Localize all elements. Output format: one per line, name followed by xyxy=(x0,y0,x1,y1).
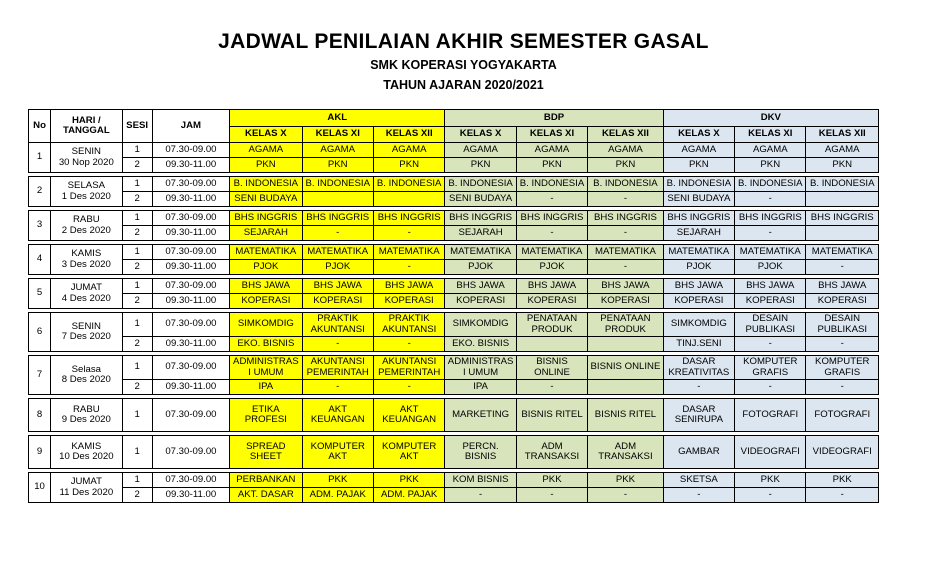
subject-cell: BHS JAWA xyxy=(735,279,806,294)
subject-cell: PKN xyxy=(373,158,444,173)
subject-cell: BHS JAWA xyxy=(373,279,444,294)
session-time: 07.30-09.00 xyxy=(152,245,229,260)
header-akl-kelas-xii: KELAS XII xyxy=(373,127,444,143)
subject-cell: ADM TRANSAKSI xyxy=(588,436,663,469)
subject-cell xyxy=(373,192,444,207)
subject-cell: BISNIS ONLINE xyxy=(516,356,587,380)
subject-cell: PKN xyxy=(230,158,302,173)
subject-cell: VIDEOGRAFI xyxy=(735,436,806,469)
subject-cell: MATEMATIKA xyxy=(373,245,444,260)
header-no: No xyxy=(29,110,51,143)
day-name: KAMIS xyxy=(71,440,102,452)
session-number: 1 xyxy=(122,211,152,226)
subject-cell: PKK xyxy=(302,473,373,488)
day-date-cell xyxy=(51,211,122,241)
subject-cell: BHS JAWA xyxy=(445,279,516,294)
subject-cell: - xyxy=(806,380,879,395)
subject-cell: SIMKOMDIG xyxy=(663,313,734,337)
day-number: 5 xyxy=(29,279,51,309)
subject-cell: PKK xyxy=(373,473,444,488)
subject-cell: MATEMATIKA xyxy=(516,245,587,260)
subject-cell: BHS INGGRIS xyxy=(516,211,587,226)
session-number: 2 xyxy=(122,226,152,241)
subject-cell: - xyxy=(663,488,734,503)
subject-cell: ADM. PAJAK xyxy=(373,488,444,503)
header-day-line1: HARI / xyxy=(71,114,101,126)
subject-cell: - xyxy=(663,380,734,395)
table-row xyxy=(29,294,879,309)
day-date-cell xyxy=(51,245,122,275)
session-time: 09.30-11.00 xyxy=(152,226,229,241)
subject-cell: - xyxy=(302,337,373,352)
subject-cell: AKT KEUANGAN xyxy=(302,399,373,432)
subject-cell: - xyxy=(373,337,444,352)
subject-cell: MATEMATIKA xyxy=(735,245,806,260)
session-time: 09.30-11.00 xyxy=(152,337,229,352)
subject-cell: - xyxy=(516,488,587,503)
day-number: 4 xyxy=(29,245,51,275)
subject-cell: - xyxy=(735,226,806,241)
subject-cell: MATEMATIKA xyxy=(230,245,302,260)
subject-cell: BHS INGGRIS xyxy=(588,211,663,226)
subject-cell: DESAIN PUBLIKASI xyxy=(735,313,806,337)
subject-cell: SENI BUDAYA xyxy=(663,192,734,207)
session-number: 1 xyxy=(122,399,152,432)
subject-cell: - xyxy=(735,380,806,395)
subject-cell: - xyxy=(806,260,879,275)
subject-cell: AKT KEUANGAN xyxy=(373,399,444,432)
subject-cell: KOPERASI xyxy=(302,294,373,309)
subject-cell: FOTOGRAFI xyxy=(806,399,879,432)
subject-cell: AGAMA xyxy=(516,143,587,158)
subject-cell: B. INDONESIA xyxy=(735,177,806,192)
day-date: 8 Des 2020 xyxy=(61,374,111,385)
day-date-cell xyxy=(51,399,122,432)
header-day-line2: TANGGAL xyxy=(62,125,110,136)
subject-cell: AGAMA xyxy=(230,143,302,158)
subject-cell: KOPERASI xyxy=(445,294,516,309)
session-number: 2 xyxy=(122,192,152,207)
subject-cell: KOMPUTER AKT xyxy=(373,436,444,469)
subject-cell: - xyxy=(445,488,516,503)
subject-cell: EKO. BISNIS xyxy=(445,337,516,352)
subject-cell: SENI BUDAYA xyxy=(230,192,302,207)
subject-cell: - xyxy=(516,226,587,241)
subject-cell: PJOK xyxy=(302,260,373,275)
subject-cell: - xyxy=(373,226,444,241)
day-date: 7 Des 2020 xyxy=(61,331,111,342)
subject-cell: - xyxy=(735,488,806,503)
day-number: 7 xyxy=(29,356,51,395)
subject-cell: MATEMATIKA xyxy=(806,245,879,260)
subject-cell xyxy=(302,192,373,207)
subject-cell: DASAR SENIRUPA xyxy=(663,399,734,432)
table-row xyxy=(29,260,879,275)
subject-cell: PJOK xyxy=(735,260,806,275)
subject-cell: - xyxy=(806,488,879,503)
subject-cell: BHS INGGRIS xyxy=(302,211,373,226)
subject-cell: B. INDONESIA xyxy=(445,177,516,192)
subject-cell: FOTOGRAFI xyxy=(735,399,806,432)
subject-cell: BISNIS ONLINE xyxy=(588,356,663,380)
subject-cell: KOPERASI xyxy=(588,294,663,309)
subject-cell: B. INDONESIA xyxy=(806,177,879,192)
subject-cell: - xyxy=(516,192,587,207)
subject-cell xyxy=(806,226,879,241)
session-time: 09.30-11.00 xyxy=(152,260,229,275)
subject-cell: - xyxy=(806,337,879,352)
table-row xyxy=(29,488,879,503)
header-group-dkv: DKV xyxy=(663,110,878,127)
subject-cell: BHS JAWA xyxy=(230,279,302,294)
subject-cell: PKN xyxy=(663,158,734,173)
subject-cell: KOPERASI xyxy=(373,294,444,309)
day-name: Selasa xyxy=(71,363,101,375)
subject-cell: B. INDONESIA xyxy=(230,177,302,192)
session-number: 2 xyxy=(122,488,152,503)
subject-cell: AGAMA xyxy=(373,143,444,158)
subject-cell: IPA xyxy=(445,380,516,395)
exam-schedule-table xyxy=(28,109,879,503)
day-date-cell xyxy=(51,473,122,503)
day-date: 1 Des 2020 xyxy=(61,190,111,202)
subject-cell: BHS INGGRIS xyxy=(230,211,302,226)
subject-cell xyxy=(588,380,663,395)
subject-cell: BISNIS RITEL xyxy=(588,399,663,432)
subject-cell: - xyxy=(588,192,663,207)
header-sesi: SESI xyxy=(122,110,152,143)
day-name: RABU xyxy=(73,403,100,415)
subject-cell: GAMBAR xyxy=(663,436,734,469)
subject-cell: PKK xyxy=(735,473,806,488)
session-number: 1 xyxy=(122,436,152,469)
session-time: 07.30-09.00 xyxy=(152,211,229,226)
subject-cell: PJOK xyxy=(516,260,587,275)
header-dkv-kelas-xii: KELAS XII xyxy=(806,127,879,143)
day-date-cell xyxy=(51,177,122,207)
subject-cell: BHS JAWA xyxy=(806,279,879,294)
day-number: 10 xyxy=(29,473,51,503)
subject-cell: SKETSA xyxy=(663,473,734,488)
table-row xyxy=(29,399,879,432)
subject-cell: BHS JAWA xyxy=(588,279,663,294)
subject-cell: BHS INGGRIS xyxy=(735,211,806,226)
subject-cell: AKUNTANSI PEMERINTAH xyxy=(302,356,373,380)
subject-cell: KOMPUTER GRAFIS xyxy=(735,356,806,380)
subject-cell: BHS INGGRIS xyxy=(663,211,734,226)
day-date-cell xyxy=(51,436,122,469)
subject-cell: B. INDONESIA xyxy=(516,177,587,192)
day-number: 9 xyxy=(29,436,51,469)
header-bdp-kelas-xi: KELAS XI xyxy=(516,127,587,143)
subject-cell: KOPERASI xyxy=(806,294,879,309)
table-row xyxy=(29,177,879,192)
subject-cell: BHS INGGRIS xyxy=(445,211,516,226)
subject-cell: TINJ.SENI xyxy=(663,337,734,352)
subject-cell: - xyxy=(516,380,587,395)
subject-cell: PKN xyxy=(735,158,806,173)
subject-cell: DESAIN PUBLIKASI xyxy=(806,313,879,337)
subject-cell: BHS INGGRIS xyxy=(373,211,444,226)
subject-cell xyxy=(516,337,587,352)
subject-cell: B. INDONESIA xyxy=(663,177,734,192)
subject-cell: - xyxy=(373,380,444,395)
day-date: 30 Nop 2020 xyxy=(58,156,114,168)
subject-cell: KOM BISNIS xyxy=(445,473,516,488)
day-name: SENIN xyxy=(71,320,101,332)
day-number: 3 xyxy=(29,211,51,241)
header-day xyxy=(51,110,122,143)
subject-cell: B. INDONESIA xyxy=(373,177,444,192)
table-row xyxy=(29,143,879,158)
session-number: 1 xyxy=(122,279,152,294)
subject-cell: AGAMA xyxy=(663,143,734,158)
subject-cell xyxy=(588,337,663,352)
subject-cell: KOPERASI xyxy=(230,294,302,309)
subject-cell: KOPERASI xyxy=(663,294,734,309)
subject-cell: AGAMA xyxy=(806,143,879,158)
session-time: 07.30-09.00 xyxy=(152,473,229,488)
table-row xyxy=(29,337,879,352)
page-title: JADWAL PENILAIAN AKHIR SEMESTER GASAL xyxy=(218,30,709,53)
subject-cell: EKO. BISNIS xyxy=(230,337,302,352)
subject-cell: PRAKTIK AKUNTANSI xyxy=(302,313,373,337)
subject-cell: KOPERASI xyxy=(516,294,587,309)
subject-cell: - xyxy=(302,380,373,395)
day-name: RABU xyxy=(73,214,100,225)
day-number: 6 xyxy=(29,313,51,352)
subject-cell: BHS JAWA xyxy=(663,279,734,294)
subject-cell: KOPERASI xyxy=(735,294,806,309)
subject-cell: PKK xyxy=(516,473,587,488)
subject-cell: PKN xyxy=(588,158,663,173)
subject-cell: PERCN. BISNIS xyxy=(445,436,516,469)
day-date-cell xyxy=(51,313,122,352)
subject-cell: MATEMATIKA xyxy=(302,245,373,260)
subject-cell: SEJARAH xyxy=(230,226,302,241)
subject-cell: - xyxy=(373,260,444,275)
day-name: SELASA xyxy=(67,180,105,191)
day-number: 8 xyxy=(29,399,51,432)
header-dkv-kelas-xi: KELAS XI xyxy=(735,127,806,143)
session-time: 09.30-11.00 xyxy=(152,294,229,309)
subject-cell: BHS JAWA xyxy=(302,279,373,294)
subject-cell: PJOK xyxy=(445,260,516,275)
subject-cell: MATEMATIKA xyxy=(445,245,516,260)
subject-cell: ADMINISTRAS I UMUM xyxy=(230,356,302,380)
session-time: 09.30-11.00 xyxy=(152,192,229,207)
subject-cell: B. INDONESIA xyxy=(588,177,663,192)
day-date: 10 Des 2020 xyxy=(59,451,114,462)
header-group-bdp: BDP xyxy=(445,110,663,127)
session-number: 2 xyxy=(122,337,152,352)
session-time: 07.30-09.00 xyxy=(152,143,229,158)
table-row xyxy=(29,380,879,395)
table-row xyxy=(29,245,879,260)
subject-cell: - xyxy=(735,337,806,352)
day-date: 11 Des 2020 xyxy=(59,486,114,498)
subject-cell: BHS INGGRIS xyxy=(806,211,879,226)
session-time: 07.30-09.00 xyxy=(152,436,229,469)
session-number: 1 xyxy=(122,473,152,488)
subject-cell: - xyxy=(588,488,663,503)
schedule-body xyxy=(29,143,879,503)
header-jam: JAM xyxy=(152,110,229,143)
session-number: 1 xyxy=(122,356,152,380)
subject-cell: SIMKOMDIG xyxy=(445,313,516,337)
day-name: SENIN xyxy=(71,146,101,157)
subject-cell: MATEMATIKA xyxy=(588,245,663,260)
table-row xyxy=(29,226,879,241)
session-number: 2 xyxy=(122,294,152,309)
session-time: 09.30-11.00 xyxy=(152,380,229,395)
subject-cell: SEJARAH xyxy=(445,226,516,241)
subject-cell: MATEMATIKA xyxy=(663,245,734,260)
session-time: 09.30-11.00 xyxy=(152,158,229,173)
day-date-cell xyxy=(51,279,122,309)
session-number: 1 xyxy=(122,177,152,192)
school-name: SMK KOPERASI YOGYAKARTA xyxy=(370,58,557,72)
table-row xyxy=(29,356,879,380)
table-row xyxy=(29,313,879,337)
session-time: 09.30-11.00 xyxy=(152,488,229,503)
day-name: JUMAT xyxy=(70,476,102,487)
subject-cell: ADM TRANSAKSI xyxy=(516,436,587,469)
day-number: 2 xyxy=(29,177,51,207)
subject-cell: KOMPUTER AKT xyxy=(302,436,373,469)
subject-cell: ADMINISTRAS I UMUM xyxy=(445,356,516,380)
subject-cell: AGAMA xyxy=(302,143,373,158)
table-row xyxy=(29,436,879,469)
day-date-cell xyxy=(51,143,122,173)
subject-cell: PKN xyxy=(302,158,373,173)
subject-cell: SENI BUDAYA xyxy=(445,192,516,207)
session-time: 07.30-09.00 xyxy=(152,279,229,294)
subject-cell: BISNIS RITEL xyxy=(516,399,587,432)
session-time: 07.30-09.00 xyxy=(152,313,229,337)
session-number: 2 xyxy=(122,260,152,275)
day-number: 1 xyxy=(29,143,51,173)
day-date: 4 Des 2020 xyxy=(61,292,111,304)
header-akl-kelas-xi: KELAS XI xyxy=(302,127,373,143)
subject-cell: PKN xyxy=(445,158,516,173)
subject-cell: PKN xyxy=(516,158,587,173)
header-bdp-kelas-x: KELAS X xyxy=(445,127,516,143)
subject-cell: PKN xyxy=(806,158,879,173)
table-row xyxy=(29,158,879,173)
session-number: 1 xyxy=(122,313,152,337)
subject-cell: PKK xyxy=(806,473,879,488)
subject-cell: PENATAAN PRODUK xyxy=(516,313,587,337)
subject-cell: PJOK xyxy=(230,260,302,275)
academic-year: TAHUN AJARAN 2020/2021 xyxy=(383,78,544,92)
subject-cell: ADM. PAJAK xyxy=(302,488,373,503)
session-time: 07.30-09.00 xyxy=(152,177,229,192)
table-row xyxy=(29,211,879,226)
header-bdp-kelas-xii: KELAS XII xyxy=(588,127,663,143)
day-date: 9 Des 2020 xyxy=(61,414,111,425)
table-row xyxy=(29,473,879,488)
subject-cell: B. INDONESIA xyxy=(302,177,373,192)
session-time: 07.30-09.00 xyxy=(152,356,229,380)
header-group-akl: AKL xyxy=(230,110,445,127)
session-number: 2 xyxy=(122,158,152,173)
day-date: 2 Des 2020 xyxy=(61,224,111,236)
session-number: 1 xyxy=(122,245,152,260)
subject-cell: BHS JAWA xyxy=(516,279,587,294)
subject-cell: PERBANKAN xyxy=(230,473,302,488)
subject-cell: - xyxy=(588,226,663,241)
subject-cell: KOMPUTER GRAFIS xyxy=(806,356,879,380)
subject-cell xyxy=(806,192,879,207)
subject-cell: IPA xyxy=(230,380,302,395)
subject-cell: AGAMA xyxy=(588,143,663,158)
subject-cell: MARKETING xyxy=(445,399,516,432)
subject-cell: - xyxy=(735,192,806,207)
subject-cell: VIDEOGRAFI xyxy=(806,436,879,469)
session-number: 2 xyxy=(122,380,152,395)
day-name: JUMAT xyxy=(70,282,102,293)
subject-cell: PKK xyxy=(588,473,663,488)
subject-cell: AKT. DASAR xyxy=(230,488,302,503)
subject-cell: PRAKTIK AKUNTANSI xyxy=(373,313,444,337)
subject-cell: AGAMA xyxy=(735,143,806,158)
subject-cell: - xyxy=(588,260,663,275)
day-date: 3 Des 2020 xyxy=(61,258,111,270)
subject-cell: AGAMA xyxy=(445,143,516,158)
header-akl-kelas-x: KELAS X xyxy=(230,127,302,143)
subject-cell: SIMKOMDIG xyxy=(230,313,302,337)
day-date-cell xyxy=(51,356,122,395)
table-row xyxy=(29,279,879,294)
session-number: 1 xyxy=(122,143,152,158)
subject-cell: - xyxy=(302,226,373,241)
subject-cell: SPREAD SHEET xyxy=(230,436,302,469)
subject-cell: ETIKA PROFESI xyxy=(230,399,302,432)
day-name: KAMIS xyxy=(71,248,102,259)
subject-cell: AKUNTANSI PEMERINTAH xyxy=(373,356,444,380)
subject-cell: SEJARAH xyxy=(663,226,734,241)
session-time: 07.30-09.00 xyxy=(152,399,229,432)
subject-cell: PJOK xyxy=(663,260,734,275)
table-row xyxy=(29,192,879,207)
header-dkv-kelas-x: KELAS X xyxy=(663,127,734,143)
subject-cell: PENATAAN PRODUK xyxy=(588,313,663,337)
subject-cell: DASAR KREATIVITAS xyxy=(663,356,734,380)
